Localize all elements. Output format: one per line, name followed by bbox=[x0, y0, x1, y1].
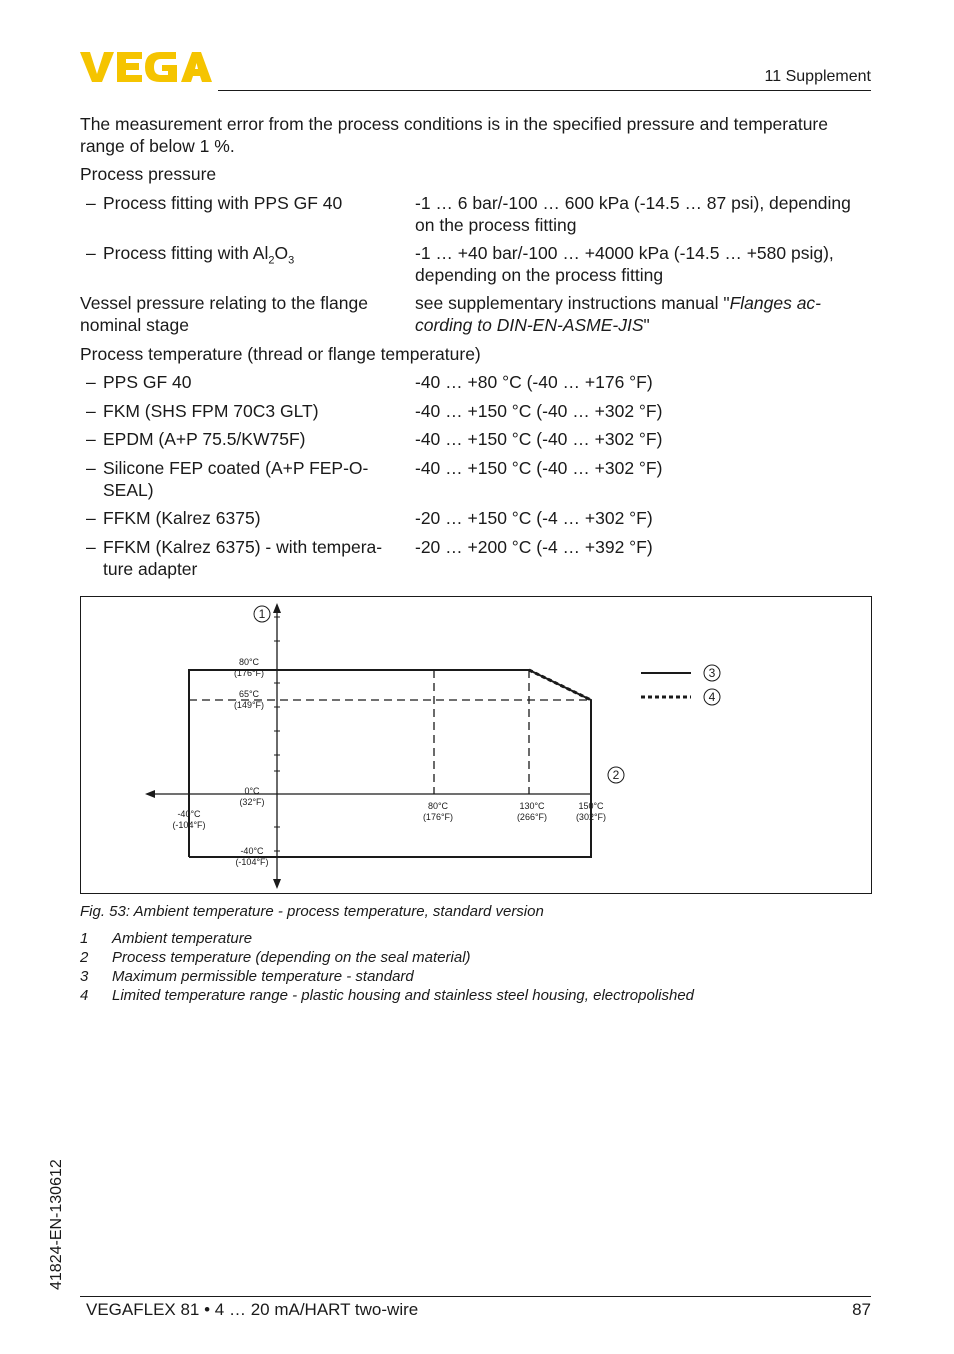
temp-row-value: -20 … +150 °C (-4 … +302 °F) bbox=[415, 508, 653, 528]
temp-row-value: -40 … +150 °C (-40 … +302 °F) bbox=[415, 429, 663, 449]
temp-row-value: -40 … +150 °C (-40 … +302 °F) bbox=[415, 458, 663, 478]
temp-row-value: -40 … +80 °C (-40 … +176 °F) bbox=[415, 372, 653, 392]
marker-4: 4 bbox=[708, 690, 716, 704]
temp-row-label: – FKM (SHS FPM 70C3 GLT) bbox=[86, 401, 319, 421]
pressure-row-value: -1 … +40 bar/-100 … +4000 kPa (-14.5 … +580 psig), depending on the process fitting bbox=[415, 243, 834, 285]
legend-item: 3 Maximum permissible temperature - standard bbox=[80, 968, 414, 985]
temperature-diagram bbox=[81, 597, 873, 895]
y-label: 0°C bbox=[244, 786, 260, 796]
legend-item: 4 Limited temperature range - plastic housing and stainless steel housing, electropolished bbox=[80, 987, 695, 1004]
temp-row-label: – Silicone FEP coated (A+P FEP-O- SEAL) bbox=[86, 458, 369, 500]
marker-1: 1 bbox=[258, 607, 266, 621]
figure-caption: Fig. 53: Ambient temperature - process temperature, standard version bbox=[80, 903, 544, 920]
y-label: 80°C bbox=[238, 657, 260, 667]
process-temp-heading: Process temperature (thread or flange temperature) bbox=[80, 344, 481, 364]
pressure-row-value: -1 … 6 bar/-100 … 600 kPa (-14.5 … 87 psi), depending on the process fitting bbox=[415, 193, 851, 235]
document-code: 41824-EN-130612 bbox=[48, 1159, 65, 1290]
pressure-row-label: – Process fitting with PPS GF 40 bbox=[86, 193, 343, 213]
vega-logo bbox=[80, 50, 212, 84]
x-label: -40°C bbox=[177, 809, 201, 819]
x-label: (302°F) bbox=[575, 812, 607, 822]
temp-row-label: – EPDM (A+P 75.5/KW75F) bbox=[86, 429, 306, 449]
y-label: -40°C bbox=[240, 846, 264, 856]
pressure-row-label: – Process fitting with $Al_2O_3$ bbox=[86, 243, 295, 267]
page-number: 87 bbox=[852, 1300, 871, 1319]
section-title: 11 Supplement bbox=[764, 68, 871, 85]
y-label: (-104°F) bbox=[235, 857, 269, 867]
y-label: 65°C bbox=[238, 689, 260, 699]
vessel-pressure-value: see supplementary instructions manual "Flanges ac- cording to DIN-EN-ASME-JIS" bbox=[415, 293, 822, 335]
intro-text: The measurement error from the process conditions is in the specified pressure and temperature range of below 1 %. bbox=[80, 114, 828, 156]
x-label: (176°F) bbox=[422, 812, 454, 822]
legend-item: 1 Ambient temperature bbox=[80, 930, 253, 947]
x-label: (266°F) bbox=[516, 812, 548, 822]
header-rule bbox=[218, 90, 871, 91]
footer-title: VEGAFLEX 81 • 4 … 20 mA/HART two-wire bbox=[86, 1300, 419, 1319]
temp-row-label: – FFKM (Kalrez 6375) bbox=[86, 508, 261, 528]
y-axis-arrow-down bbox=[273, 879, 281, 889]
x-label: 150°C bbox=[578, 801, 604, 811]
x-label: 80°C bbox=[427, 801, 449, 811]
y-label: (176°F) bbox=[233, 668, 265, 678]
temp-row-value: -40 … +150 °C (-40 … +302 °F) bbox=[415, 401, 663, 421]
footer-rule bbox=[80, 1296, 871, 1297]
y-label: (149°F) bbox=[233, 700, 265, 710]
y-axis-arrow-up bbox=[273, 603, 281, 613]
x-label: (-104°F) bbox=[172, 820, 206, 830]
temp-row-label: – FFKM (Kalrez 6375) - with tempera- ture adapter bbox=[86, 537, 383, 579]
x-label: 130°C bbox=[519, 801, 545, 811]
y-label: (32°F) bbox=[239, 797, 265, 807]
legend-item: 2 Process temperature (depending on the seal material) bbox=[80, 949, 471, 966]
temp-row-label: – PPS GF 40 bbox=[86, 372, 192, 392]
temp-row-value: -20 … +200 °C (-4 … +392 °F) bbox=[415, 537, 653, 557]
figure-frame bbox=[80, 596, 872, 894]
vessel-pressure-label: Vessel pressure relating to the flange nominal stage bbox=[80, 293, 368, 335]
marker-3: 3 bbox=[708, 666, 716, 680]
process-pressure-heading: Process pressure bbox=[80, 164, 217, 184]
x-axis-arrow-left bbox=[145, 790, 155, 798]
marker-2: 2 bbox=[612, 768, 620, 782]
